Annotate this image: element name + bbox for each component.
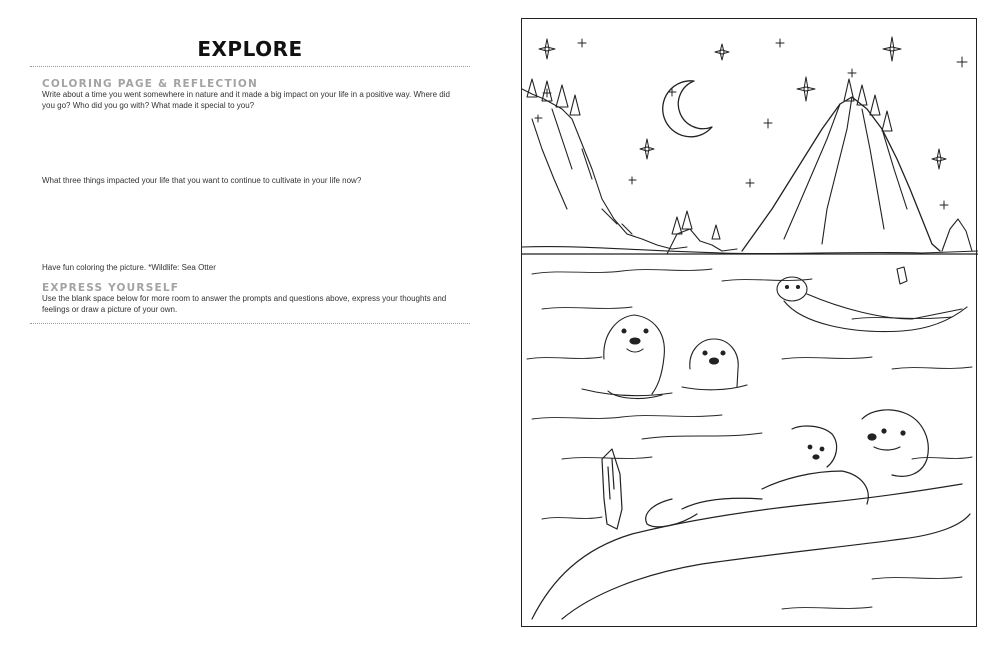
section-heading-coloring-reflection: COLORING PAGE & REFLECTION [42,78,259,90]
otter-head-left [582,315,672,398]
coloring-illustration [522,19,978,628]
reflection-prompt-nature: Write about a time you went somewhere in nature and it made a big impact on your life in a positive way. Where did you go? Who did you go with? What made it special to you? [42,90,450,110]
section-heading-express-yourself: EXPRESS YOURSELF [42,282,180,294]
left-cliff [522,89,687,249]
coloring-illustration-frame [521,18,977,627]
sea-otters-floating [527,267,972,619]
night-mountain-scene [522,37,978,254]
moon-icon [663,81,712,137]
dotted-divider-bottom [30,323,470,324]
express-yourself-prompt: Use the blank space below for more room to answer the prompts and questions above, express your thoughts and feelings or draw a picture of your own. [42,294,447,314]
coloring-instruction: Have fun coloring the picture. *Wildlife: Sea Otter [42,263,216,272]
otter-with-pup [532,410,970,619]
star-icon [535,37,967,209]
reflection-prompt-three-things: What three things impacted your life that you want to continue to cultivate in your life now? [42,176,362,185]
otter-head-middle [682,339,747,390]
dotted-divider [30,66,470,67]
mountain [742,97,940,251]
page-title: EXPLORE [197,37,303,61]
pine-tree-icon [527,79,720,239]
otter-floating-back [777,267,967,332]
